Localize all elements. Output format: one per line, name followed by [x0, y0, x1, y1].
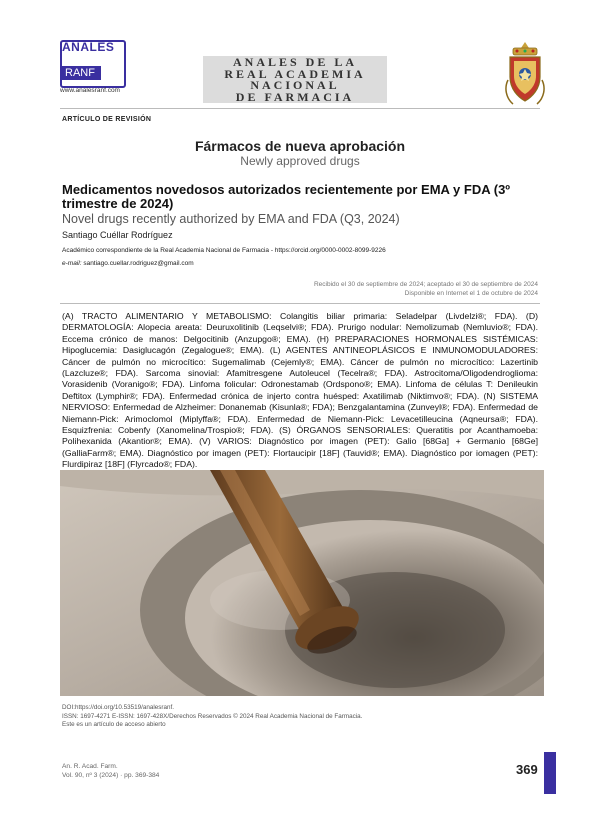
page-number: 369 [516, 762, 538, 777]
journal-banner [203, 56, 387, 103]
article-title-es: Medicamentos novedosos autorizados recientemente por EMA y FDA (3º trimestre de 2024) [62, 182, 511, 211]
received-date: Recibido el 30 de septiembre de 2024; aceptado el 30 de septiembre de 2024 [313, 281, 538, 288]
email-label: e-mail: [62, 260, 82, 267]
mortar-pestle-image [60, 470, 544, 696]
journal-name-line-4: DE FARMACIA [235, 89, 355, 104]
author-affiliation: Académico correspondiente de la Real Academia Nacional de Farmacia - https://orcid.org/0000-0002-8099-9226 [62, 247, 386, 254]
logo-anales-text: ANALES [62, 40, 115, 54]
section-title-en: Newly approved drugs [240, 154, 360, 168]
journal-name-line-1: ANALES DE LA [232, 55, 358, 69]
volume-pages: Vol. 90, nº 3 (2024) · pp. 369-384 [62, 772, 160, 779]
article-type-label: ARTÍCULO DE REVISIÓN [62, 116, 152, 123]
header-divider [60, 108, 540, 109]
abstract-divider [60, 303, 540, 304]
abstract-text: (A) TRACTO ALIMENTARIO Y METABOLISMO: Colangitis biliar primaria: Seladelpar (Livdelzi®; FDA). (D) DERMATOLOGÍA: Alopecia areata: Deuruxolitinib (Leqselvi®; FDA). Prurigo nodular: Nemolizumab (Nemluvio®; FDA). Eccema crónico de manos: Delgocitinib (Anzupgo®; EMA). (H) PREPARACIONES HORMONALES SISTÉMICAS: Hipoglucemia: Dasiglucagón (Zegalogue®; EMA). (L) AGENTES ANTINEOPLÁSICOS E INMUNOMODULADORES: Cáncer de pulmón no microcítico: Sugemalimab (Cejemly®; EMA). Cáncer de pulmón no microcítico: Lazertinib (Lazcluze®; FDA). Sarcoma sinovial: Afamitresgene Autoleucel (Tecelra®; FDA). Astrocitoma/Oligodendroglioma: Vorasidenib (Voranigo®; FDA). Linfoma folicular: Odronestamab (Ordspono®; EMA). Linfoma de células T: Denileukin Deftitox (Lymphir®; FDA). Enfermedad crónica de injerto contra huésped: Axatilimab (Niktimvo®; FDA). (N) SISTEMA NERVIOSO: Enfermedad de Alzheimer: Donanemab (Kisunla®; FDA); Benzgalantamina (Zunveyl®; FDA). Enfermedad de Niemann-Pick: Arimoclomol (Miplyffa®; FDA). Enfermedad de Niemann-Pick: Levacetilleucina (Aqneursa®; FDA). Esquizfrenia: Cobenfy (Xanomelina/Trospio®; FDA). (S) ÓRGANOS SENSORIALES: Queratitis por Acanthamoeba: Polihexanida (Akantior®; EMA). (V) VARIOS: Diagnóstico por imagen (PET): Galio [68Ga] + Germanio [68Ge] (GalliaFarm®; EMA). Diagnóstico por imagen (PET): Flortaucipir [18F] (Tauvid®; EMA). Diagnóstico por iomagen (PET): Flurdipiraz [18F] (Flyrcado®; FDA). [62, 311, 538, 470]
logo-ranf-text: RANF [62, 66, 101, 80]
author-email[interactable]: santiago.cuellar.rodriguez@gmail.com [83, 260, 194, 267]
online-date: Disponible en Internet el 1 de octubre de 2024 [404, 290, 538, 297]
issn-line: ISSN: 1697-4271 E-ISSN: 1697-428X/Derechos Reservados © 2024 Real Academia Nacional de Farmacia. [62, 712, 363, 720]
author-name: Santiago Cuéllar Rodríguez [62, 230, 173, 240]
open-access-line: Este es un artículo de acceso abierto [62, 721, 166, 728]
article-title-en: Novel drugs recently authorized by EMA and FDA (Q3, 2024) [62, 212, 400, 226]
journal-name-line-2: REAL ACADEMIA [224, 66, 366, 81]
author-email-line [62, 260, 194, 267]
journal-abbrev: An. R. Acad. Farm. [62, 763, 118, 770]
article-dates [62, 280, 538, 298]
footer-citation [62, 762, 159, 780]
journal-url[interactable]: www.analesranf.com [60, 87, 120, 94]
academy-crest-icon [500, 40, 550, 110]
doi-block [62, 704, 362, 730]
page-edge-tab [544, 752, 556, 794]
section-title-es: Fármacos de nueva aprobación [194, 138, 406, 154]
doi-link[interactable]: DOI:https://doi.org/10.53519/analesranf. [62, 704, 175, 711]
journal-name-line-3: NACIONAL [250, 78, 340, 92]
